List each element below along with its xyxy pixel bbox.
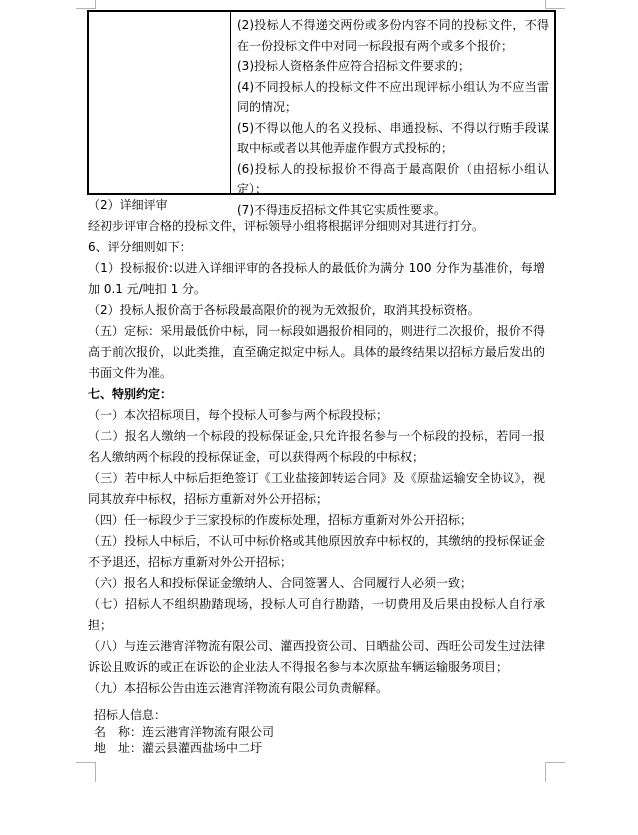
text-boundary-mark-top-left <box>76 0 96 9</box>
tenderer-address-line: 地 址：灌云县灌西盐场中二圩 <box>94 741 263 755</box>
detailed-review-description: 经初步评审合格的投标文件，评标领导小组将根据评分细则对其进行打分。 <box>88 219 485 233</box>
scoring-rules-heading: 6、评分细则如下： <box>88 240 192 254</box>
scoring-rule-item: （1）投标报价:以进入详细评审的各投标人的最低价为满分 100 分作为基准价，每增加 0.1 元/吨扣 1 分。 <box>88 261 545 296</box>
special-provision-item: （五）投标人中标后，不认可中标价格或其他原因放弃中标权的，其缴纳的投标保证金不予退还，招标方重新对外公开招标； <box>88 534 545 569</box>
review-criterion-item: (3)投标人资格条件应符合招标文件要求的； <box>237 59 470 73</box>
table-cell-review-criteria <box>231 12 554 217</box>
special-provision-item: （二）报名人缴纳一个标段的投标保证金,只允许报名参与一个标段的投标，若同一报名人缴纳两个标段的投标保证金，可以获得两个标段的中标权； <box>88 429 545 464</box>
tenderer-info-block <box>94 707 274 757</box>
review-criterion-item: (7)不得违反招标文件其它实质性要求。 <box>237 202 446 217</box>
award-rule-paragraph: （五）定标：采用最低价中标，同一标段如遇报价相同的，则进行二次报价，报价不得高于前次报价，以此类推，直至确定拟定中标人。具体的最终结果以招标方最后发出的书面文件为准。 <box>88 324 545 380</box>
special-provision-item: （九）本招标公告由连云港宵洋物流有限公司负责解释。 <box>88 681 389 695</box>
review-criterion-item: (6)投标人的投标报价不得高于最高限价（由招标小组认定）； <box>237 161 549 196</box>
text-boundary-mark-top-right <box>545 0 565 9</box>
special-provision-item: （三）若中标人中标后拒绝签订《工业盐接卸转运合同》及《原盐运输安全协议》，视同其放弃中标权，招标方重新对外公开招标； <box>88 471 545 506</box>
special-provision-item: （六）报名人和投标保证金缴纳人、合同签署人、合同履行人必须一致； <box>88 576 473 590</box>
scoring-rule-item: （2）投标人报价高于各标段最高限价的视为无效报价，取消其投标资格。 <box>88 303 480 317</box>
review-criterion-item: (2)投标人不得递交两份或多份内容不同的投标文件，不得在一份投标文件中对同一标段报有两个或多个报价； <box>237 18 549 53</box>
table-cell-left-empty <box>89 12 231 193</box>
text-boundary-mark-bottom-right <box>545 762 565 782</box>
special-provision-item: （八）与连云港宵洋物流有限公司、灌西投资公司、日晒盐公司、西旺公司发生过法律诉讼且败诉的或正在诉讼的企业法人不得报名参与本次原盐车辆运输服务项目； <box>88 639 545 674</box>
text-boundary-mark-bottom-left <box>76 762 96 782</box>
special-provisions-heading: 七、特别约定： <box>88 387 173 401</box>
special-provision-item: （四）任一标段少于三家投标的作废标处理，招标方重新对外公开招标； <box>88 513 473 527</box>
review-criterion-item: (4)不同投标人的投标文件不应出现评标小组认为不应当雷同的情况； <box>237 79 549 114</box>
document-body <box>88 195 545 699</box>
tenderer-info-title: 招标人信息： <box>94 708 167 722</box>
special-provision-item: （七）招标人不组织勘踏现场，投标人可自行勘踏，一切费用及后果由投标人自行承担； <box>88 597 545 632</box>
special-provision-item: （一）本次招标项目，每个投标人可参与两个标段投标； <box>88 408 389 422</box>
detailed-review-heading: （2）详细评审 <box>88 198 168 212</box>
review-criterion-item: (5)不得以他人的名义投标、串通投标、不得以行贿手段谋取中标或者以其他弄虚作假方式投标的； <box>237 120 549 155</box>
tenderer-name-line: 名 称：连云港宵洋物流有限公司 <box>94 724 275 739</box>
